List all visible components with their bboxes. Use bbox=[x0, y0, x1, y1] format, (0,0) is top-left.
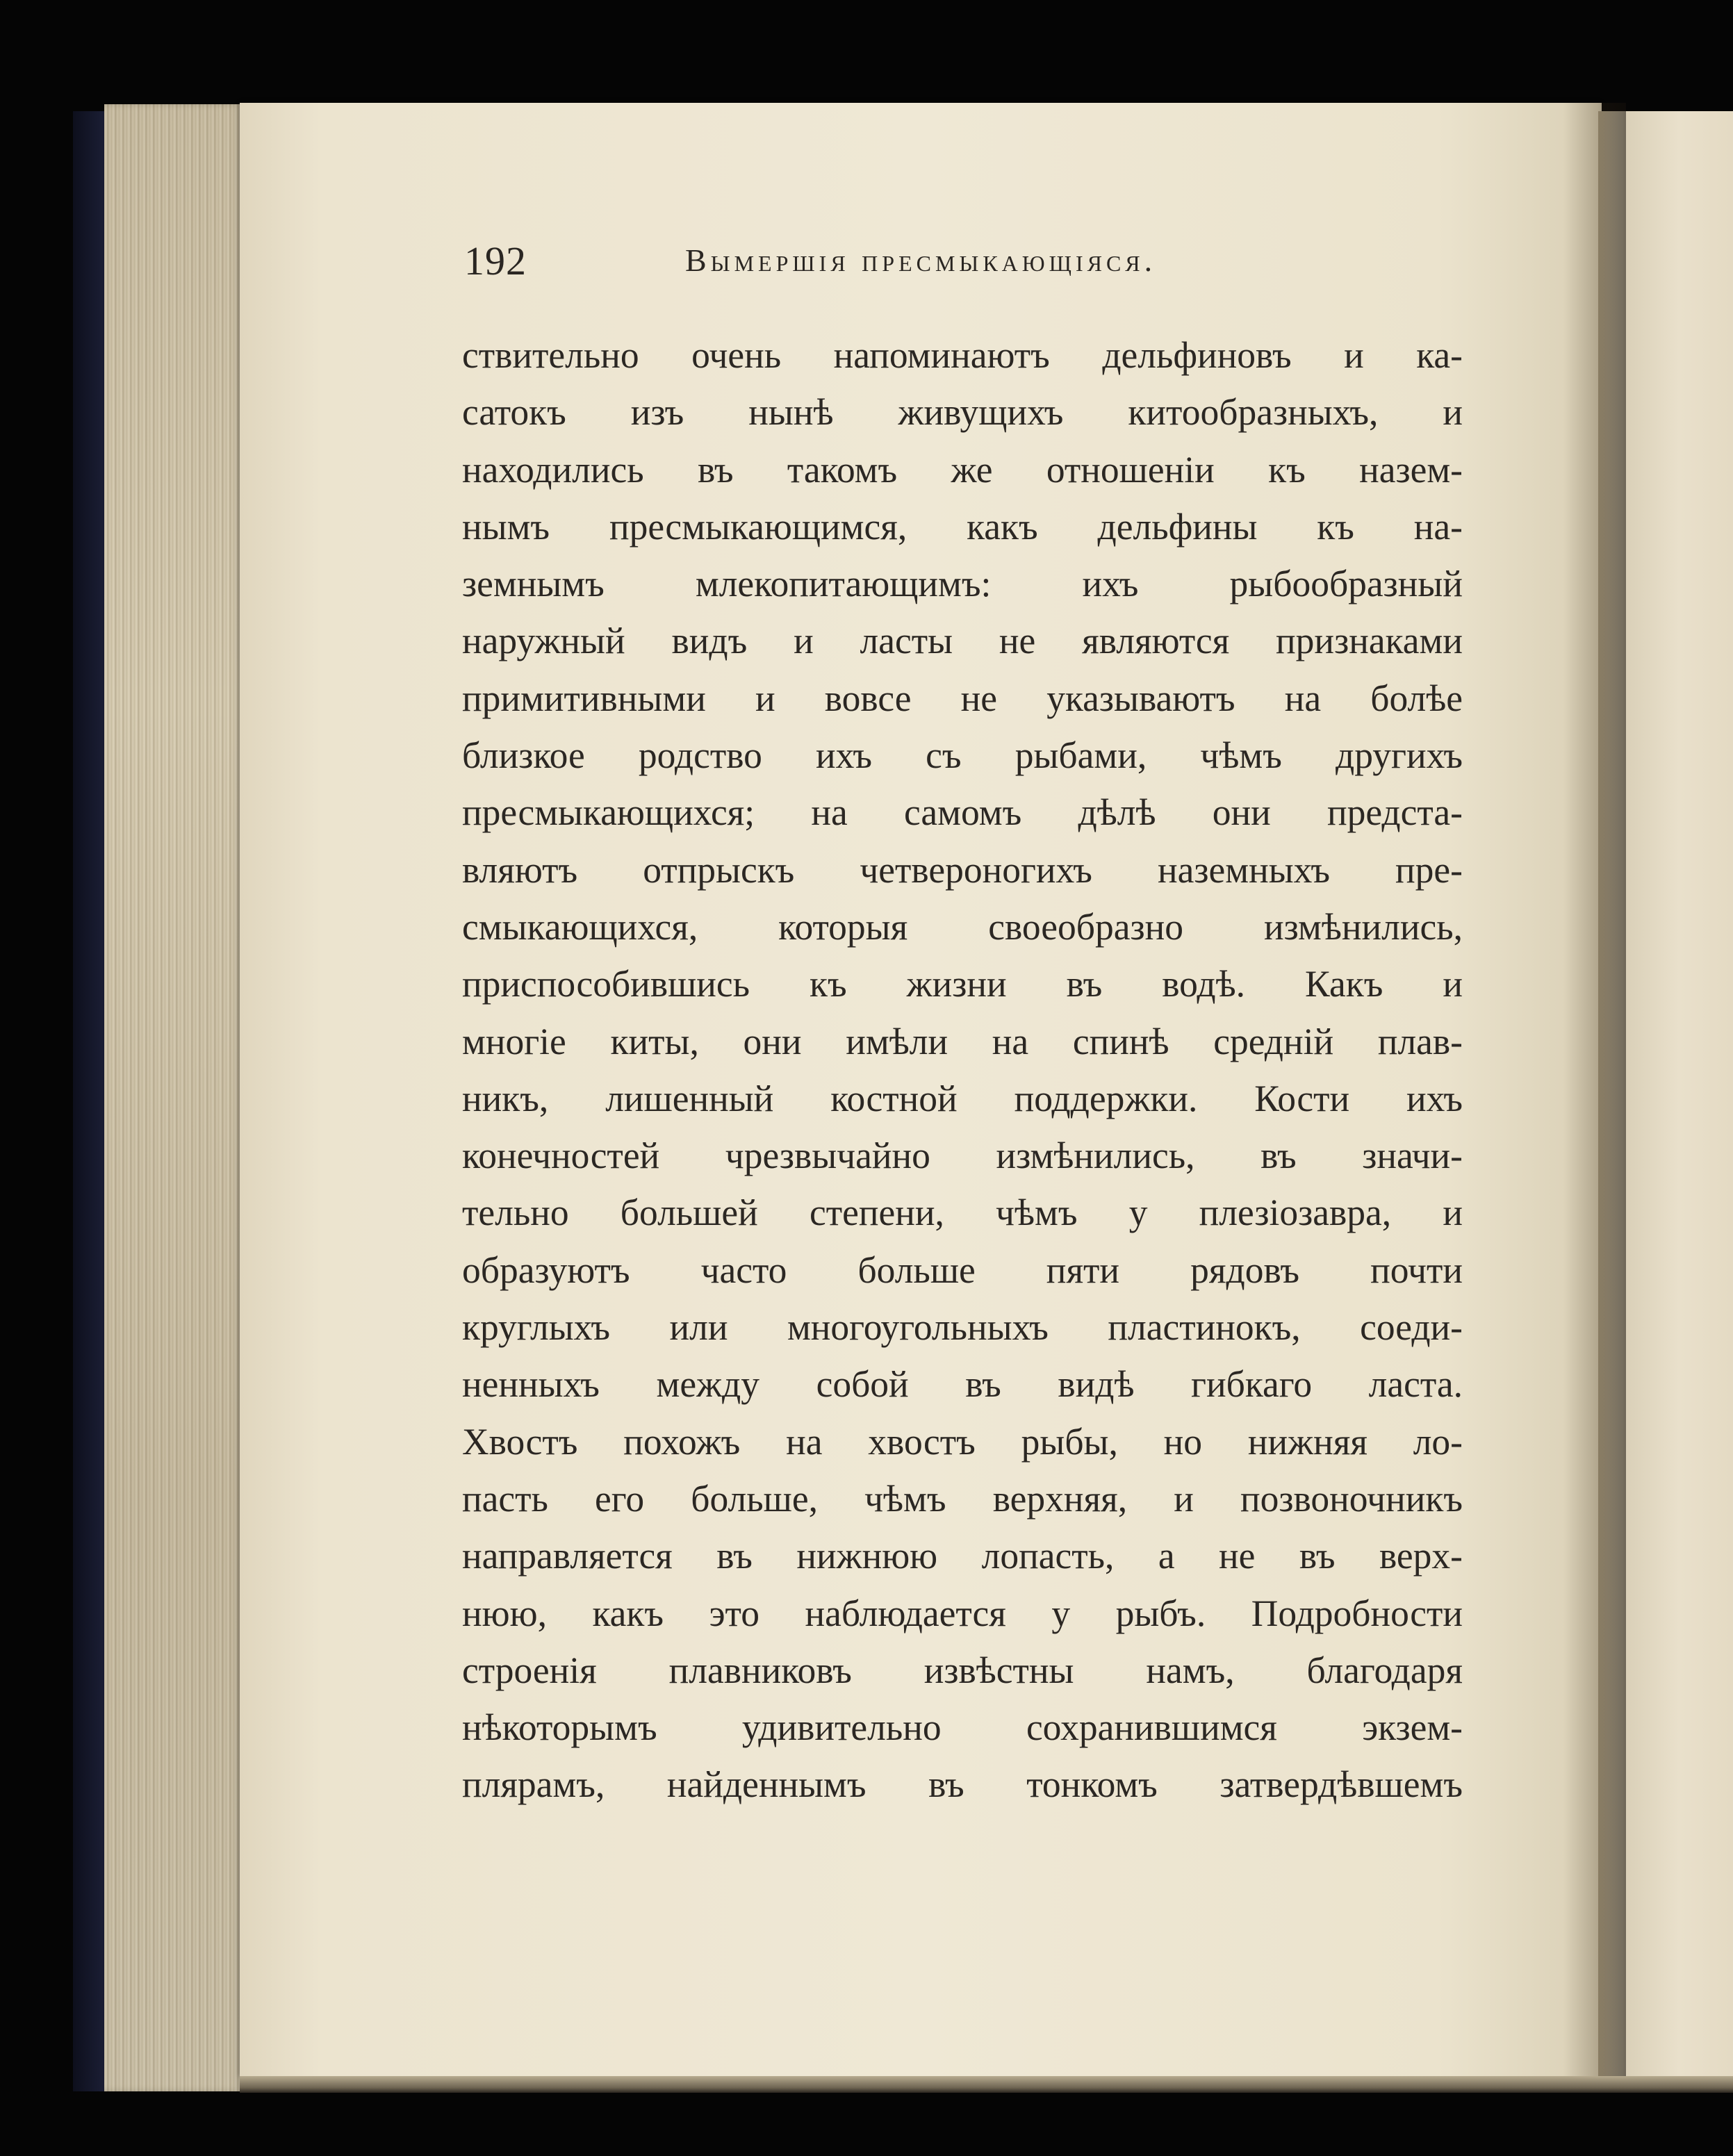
text-line: конечностей чрезвычайно измѣнились, въ значи- bbox=[462, 1135, 1463, 1177]
text-line: образуютъ часто больше пяти рядовъ почти bbox=[462, 1249, 1463, 1291]
text-line: приспособившись къ жизни въ водѣ. Какъ и bbox=[462, 963, 1463, 1005]
text-line: вляютъ отпрыскъ четвероногихъ наземныхъ пре- bbox=[462, 848, 1463, 891]
text-line: близкое родство ихъ съ рыбами, чѣмъ другихъ bbox=[462, 734, 1463, 777]
text-line: Хвостъ похожъ на хвостъ рыбы, но нижняя ло- bbox=[462, 1420, 1463, 1463]
text-line: примитивными и вовсе не указываютъ на болѣе bbox=[462, 677, 1463, 719]
text-line: направляется въ нижнюю лопасть, а не въ верх- bbox=[462, 1535, 1463, 1577]
text-line: ствительно очень напоминаютъ дельфиновъ и ка- bbox=[462, 334, 1463, 376]
text-line: нѣкоторымъ удивительно сохранившимся экзем- bbox=[462, 1706, 1463, 1749]
text-line: многіе киты, они имѣли на спинѣ средній плав- bbox=[462, 1020, 1463, 1062]
text-line: никъ, лишенный костной поддержки. Кости ихъ bbox=[462, 1077, 1463, 1119]
text-line: круглыхъ или многоугольныхъ пластинокъ, соеди- bbox=[462, 1306, 1463, 1349]
text-line: плярамъ, найденнымъ въ тонкомъ затвердѣвшемъ bbox=[462, 1763, 1463, 1806]
page-edges bbox=[104, 104, 243, 2091]
running-head: Вымершія пресмыкающіяся. bbox=[685, 242, 1157, 278]
body-text bbox=[462, 327, 1463, 1813]
page-number: 192 bbox=[464, 238, 527, 283]
text-line: пресмыкающихся; на самомъ дѣлѣ они предста- bbox=[462, 791, 1463, 834]
text-line: нюю, какъ это наблюдается у рыбъ. Подробности bbox=[462, 1592, 1463, 1634]
gutter-shadow bbox=[1563, 103, 1626, 2076]
text-line: ненныхъ между собой въ видѣ гибкаго ласта. bbox=[462, 1363, 1463, 1406]
text-line: наружный видъ и ласты не являются признаками bbox=[462, 620, 1463, 662]
text-line: земнымъ млекопитающимъ: ихъ рыбообразный bbox=[462, 563, 1463, 605]
text-line: пасть его больше, чѣмъ верхняя, и позвоночникъ bbox=[462, 1477, 1463, 1520]
text-line: смыкающихся, которыя своеобразно измѣнились, bbox=[462, 905, 1463, 948]
text-line: сатокъ изъ нынѣ живущихъ китообразныхъ, и bbox=[462, 391, 1463, 434]
text-line: нымъ пресмыкающимся, какъ дельфины къ на- bbox=[462, 505, 1463, 548]
text-line: находились въ такомъ же отношеніи къ назем- bbox=[462, 448, 1463, 491]
page-bottom-edge bbox=[240, 2076, 1733, 2093]
text-line: тельно большей степени, чѣмъ у плезіозавра, и bbox=[462, 1192, 1463, 1234]
text-line: строенія плавниковъ извѣстны намъ, благодаря bbox=[462, 1649, 1463, 1691]
page-header bbox=[464, 238, 1486, 300]
